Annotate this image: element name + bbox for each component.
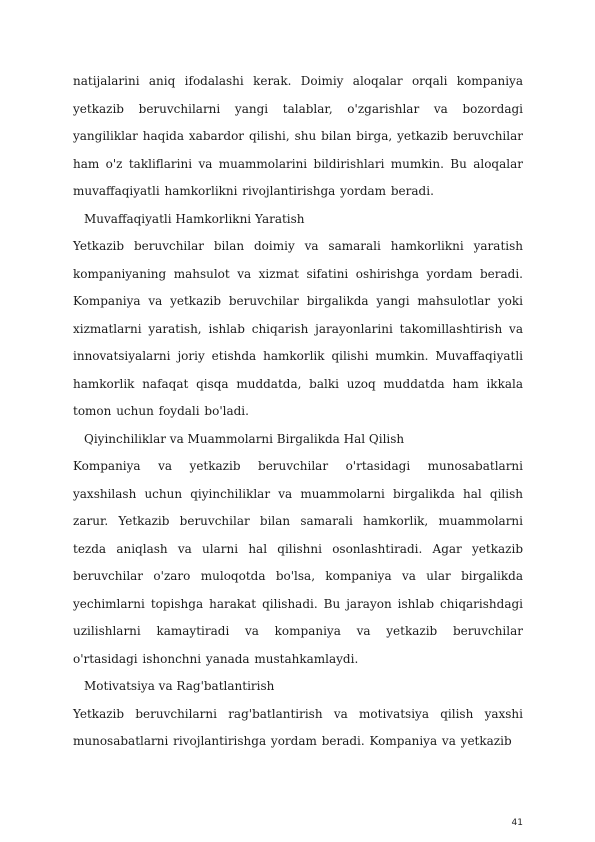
paragraph-intro: natijalarini aniq ifodalashi kerak. Doimiy aloqalar orqali kompaniya yetkazib beruvchilarni yangi talablar, o'zgarishlar va bozordagi yangiliklar haqida xabardor qilishi, shu bilan birga, yetkazib beruvchilar ham o'z takliflarini va muammolarini bildirishlari mumkin. Bu aloqalar muvaffaqiyatli hamkorlikni rivojlantirishga yordam beradi.	[73, 74, 523, 198]
section-heading-motivation: Motivatsiya va Rag'batlantirish	[84, 679, 275, 693]
paragraph-motivation: Yetkazib beruvchilarni rag'batlantirish va motivatsiya qilish yaxshi munosabatlarni rivojlantirishga yordam beradi. Kompaniya va yetkazib	[73, 706, 523, 748]
paragraph-problems: Kompaniya va yetkazib beruvchilar o'rtasidagi munosabatlarni yaxshilash uchun qiyinchiliklar va muammolarni birgalikda hal qilish zarur. Yetkazib beruvchilar bilan samarali hamkorlik, muammolarni tezda aniqlash va ularni hal qilishni osonlashtiradi. Agar yetkazib beruvchilar o'zaro muloqotda bo'lsa, kompaniya va ular birgalikda yechimlarni topishga harakat qilishadi. Bu jarayon ishlab chiqarishdagi uzilishlarni kamaytiradi va kompaniya va yetkazib beruvchilar o'rtasidagi ishonchni yanada mustahkamlaydi.	[73, 459, 523, 666]
section-heading-partnership: Muvaffaqiyatli Hamkorlikni Yaratish	[84, 211, 305, 226]
page-number: 41	[511, 818, 523, 828]
section-heading-problems: Qiyinchiliklar va Muammolarni Birgalikda Hal Qilish	[84, 431, 405, 446]
paragraph-partnership: Yetkazib beruvchilar bilan doimiy va samarali hamkorlikni yaratish kompaniyaning mahsulot va xizmat sifatini oshirishga yordam beradi. Kompaniya va yetkazib beruvchilar birgalikda yangi mahsulotlar yoki xizmatlarni yaratish, ishlab chiqarish jarayonlarini takomillashtirish va innovatsiyalarni joriy etishda hamkorlik qilishi mumkin. Muvaffaqiyatli hamkorlik nafaqat qisqa muddatda, balki uzoq muddatda ham ikkala tomon uchun foydali bo'ladi.	[73, 239, 523, 418]
document-page	[73, 68, 523, 756]
